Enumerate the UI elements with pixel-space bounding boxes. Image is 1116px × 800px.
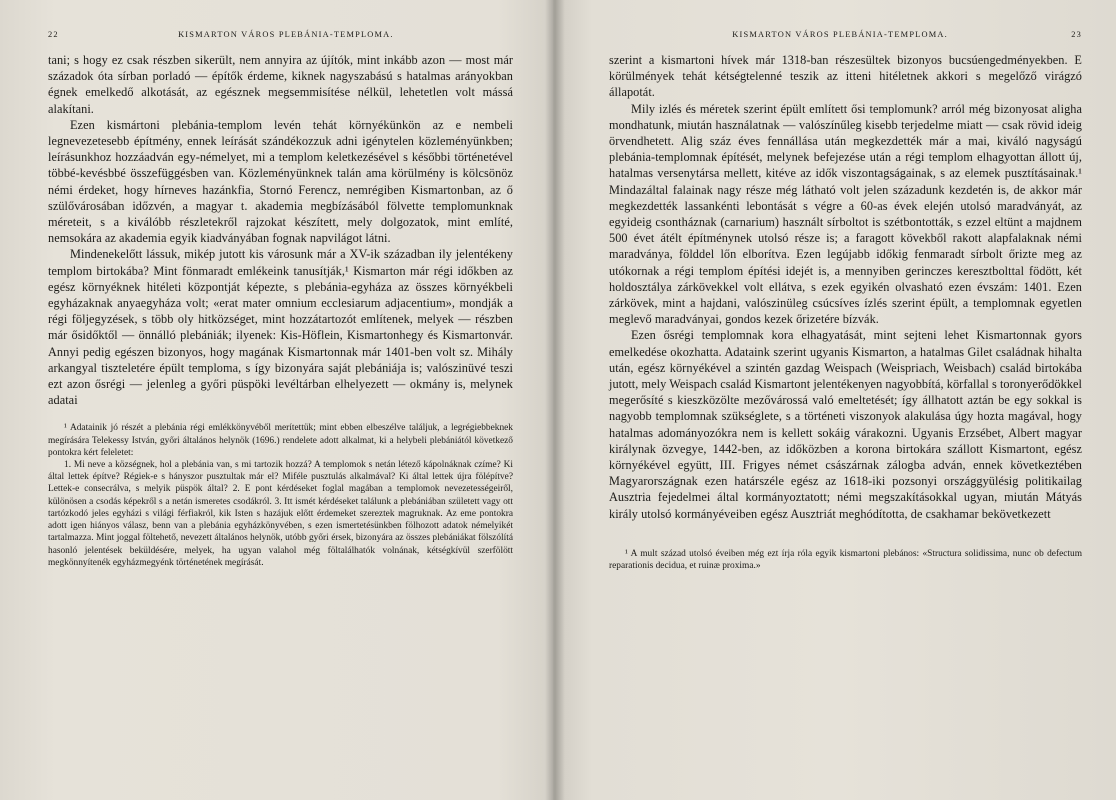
right-page [553, 0, 1116, 800]
right-running-title: KISMARTON VÁROS PLEBÁNIA-TEMPLOMA. [732, 30, 948, 39]
left-page [0, 0, 553, 800]
left-paragraph: Mindenekelőtt lássuk, mikép jutott kis városunk már a XV-ik században ily jelentékeny templom birtokába? Mint fönmaradt emlékeink tanusítják,¹ Kismarton már régi időkben az egész környéknek hitéleti központját képezte, s plebánia-egyháza az összes környékbeli egyházaknak anyaegyháza volt; «erat mater omnium ecclesiarum adjacentium», mondják a régi följegyzések, s több oly hitközséget, mint hozzátartozót említenek, melyek — részben már ősidőktől — önnálló plebániák; ilyenek: Kis-Höflein, Kismartonhegy és Kismartonvár. Annyi pedig egészen bizonyos, hogy magának Kismartonnak már 1401-ben volt sz. Mihály arkangyal tiszteletére épült temploma, s így bizonyára saját plebániája is; valószinüvé teszi ezt azon ősrégi — jelenleg a győri püspöki levéltárban elhelyezett — okmány is, melynek adatai [48, 247, 513, 408]
right-paragraph: Mily izlés és méretek szerint épült említett ősi templomunk? arról még bizonyosat aligha mondhatunk, miután használatnak — valószínűleg kisebb terjedelme miatt — csak rövid ideig örvendhetett. Alig száz éves fennállása után megkezdették már a mai, kiváló nagyságú plebánia-templomnak építését, melynek befejezése után a régi templom elhagyottan állott új, hatalmas versenytársa mellett, kitéve az idők viszontagságainak, s az elemek pusztításainak.¹ Mindazáltal falainak nagy része még látható volt jelen századunk kezdetén is, de akkor már megkezdették lassankénti lebontását s végre a 60-as évek elején utolsó maradványát, az egyideig csontháznak (carnarium) használt sírboltot is szétbontották, s ezzel eltünt a majdnem 500 évet átélt építménynek utolsó része is; a faragott kövekből rakott alapfalaknak némi maradványa, földdel lőn elborítva. Ezen legújabb időkig fenmaradt sírbolt őrizte meg az utókornak a régi templom építési idejét is, a mennyiben gerinczes keresztbolttal födött, két holdosztálya zárkövekkel volt ellátva, s ezek egyikén olvasható ezen évszám: 1401. Ezen zárkövek, mint a hajdani, valószinüleg csúcsíves ízlés szerint épült, a templomnak egyetlen meglevő maradványai, gondos kezek őrizetére bízvák. [609, 101, 1082, 327]
right-running-head [609, 30, 1082, 52]
right-paragraph: Ezen ősrégi templomnak kora elhagyatását, mint sejteni lehet Kismartonnak gyors emelkedése okozhatta. Adataink szerint ugyanis Kismarton, a hatalmas Gilet családnak hihalta után, egész környékével a szintén gazdag Weispach (Weispriach, Weisbach) család birtokába jutott, mely Weispach család Kismartont jelentékenyen nagyobbítá, körfallal s toronyerődökkel megerősíté s kieszközölte mezővárossá való emeltetését; így állhatott aztán be egy sokkal is nagyobb templomnak szükséglete, s a történeti viszonyok alakulása úgy hozta magával, hogy hatalmas adományozókra nem is kellett sokáig várakozni. Ugyanis Erzsébet, Albert magyar királynak özvegye, 1442-ben, az időközben a korona birtokára szállott Kismartont, egész környékével együtt, III. Frigyes német császárnak zálogba adván, ennek következtében Magyarországnak ezen határszéle egész az 1618-iki pozsonyi országgyülésig politikailag Ausztria fejedelmei által kormányoztatott; némi megszakításokkal ugyan, miután Mátyás király utolsó kormányéveiben egész Ausztriát meghódította, de csakhamar bekövetkezett [609, 328, 1082, 521]
left-paragraph: tani; s hogy ez csak részben sikerült, nem annyira az újítók, mint inkább azon — most már századok óta sírban porladó — építők érdeme, kiknek nagyszabású s hatalmas arányokban égnek emelkedő alkotását, az egésznek megsemmisítése nélkül, lehetetlen volt mássá alakítani. [48, 53, 513, 116]
left-body-text [48, 52, 513, 408]
footnote-paragraph: 1. Mi neve a községnek, hol a plebánia van, s mi tartozik hozzá? A templomok s netán létező kápolnáknak czíme? Ki által lettek építve? Régiek-e s hányszor pusztultak már el? Miféle pusztulás alkalmával? Ki által lettek újra fölépítve? Lettek-e consecrálva, s melyik püspök által? 2. E pont kérdéseket foglal magában a templomok nevezetességeiről, különösen a csodás képekről s a netán ismeretes csodákról. 3. Itt ismét kérdéseket találunk a plebániában született vagy ott tartózkodó jeles egyházi s világi férfiakról, kik Isten s hazájuk előtt érdemeket szereztek magruknak. Az eme pontokra adott igen hiányos válasz, benn van a plebánia egyházkönyvében, s ezen ismertetésünkben fölhozott adatok némelyikét tartalmazza. Mint joggal föltehető, nevezett általános helynök, utóbb győri érsek, bizonyára az összes plebániákat fölszólítá hasonló jelentések beküldésére, melyek, ha ugyan valahol még föltalálhatók volnának, kétségkívül szerfölött megkönnyítenék egyházmegyénk történetének megírását. [48, 460, 513, 568]
left-footnote [48, 422, 513, 568]
footnote-paragraph: ¹ A mult század utolsó éveiben még ezt írja róla egyik kismartoni plebános: «Structura solidissima, nunc ob defectum reparationis decidua, et ruinæ proxima.» [609, 548, 1082, 572]
left-running-head [48, 30, 513, 52]
right-page-number: 23 [1071, 30, 1082, 39]
right-paragraph: szerint a kismartoni hívek már 1318-ban részesültek bizonyos bucsúengedményekben. E körülmények tehát kétségtelenné teszik az itteni hitéletnek akkori s megelőző virágzó állapotát. [609, 53, 1082, 100]
left-paragraph: Ezen kismártoni plebánia-templom levén tehát környékünkön az e nembeli legnevezetesebb építmény, ennek leírását szándékozzuk adni igénytelen közleményünkben; leírásunkhoz hozzáadván egy-némelyet, mi a templom keletkezésével s későbbi történetével többé-kevésbbé összefüggésben van. Közleményünknek talán ama körülmény is kölcsönöz némi érdeket, hogy hírneves hazánkfia, Stornó Ferencz, nemrégiben Kismartonban, az ő szülővárosában időzvén, a magyar t. akademia megbízásából fölvette templomunknak méreteit, s a kiválóbb részletekről rajzokat készített, mely dolgozatok, mint említé, nemsokára az akademia egyik kiadványában fognak napvilágot látni. [48, 117, 513, 246]
right-body-text [609, 52, 1082, 522]
left-running-title: KISMARTON VÁROS PLEBÁNIA-TEMPLOMA. [178, 30, 394, 39]
left-page-number: 22 [48, 30, 59, 39]
book-gutter [545, 0, 565, 800]
right-footnote [609, 548, 1082, 572]
footnote-paragraph: ¹ Adatainik jó részét a plebánia régi emlékkönyvéből merítettük; mint ebben elbeszélve találjuk, a legrégiebbeknek megírására Telekessy István, győri általános helynök (1696.) rendelete adott alkalmat, ki a helybeli plebániától következő pontokra kért feleletet: [48, 423, 513, 458]
